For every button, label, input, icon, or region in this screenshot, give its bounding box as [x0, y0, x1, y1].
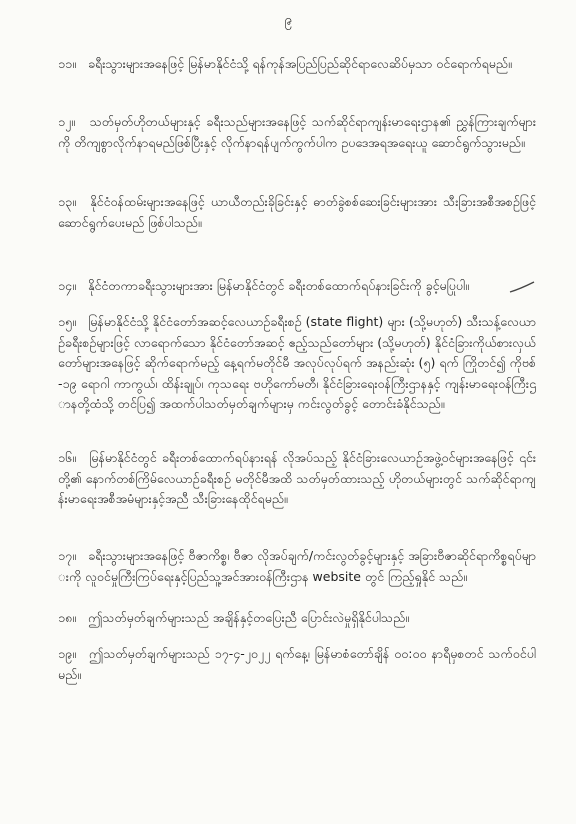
- paragraph-16: [58, 448, 536, 510]
- paragraph-number: ၁၂။: [58, 114, 75, 129]
- paragraph-number: ၁၇။: [58, 548, 76, 563]
- paragraph-14: [58, 276, 536, 297]
- paragraph-text: နိုင်ငံတကာခရီးသွားများအား မြန်မာနိုင်ငံတွင် ခရီးတစ်ထောက်ရပ်နားခြင်းကို ခွင့်မပြုပါ။: [87, 278, 469, 293]
- handwritten-tick-mark: [508, 280, 536, 294]
- paragraph-text: မြန်မာနိုင်ငံတွင် ခရီးတစ်ထောက်ရပ်နားရန် လိုအပ်သည့် နိုင်ငံခြားလေယာဉ်အဖွဲ့ဝင်များအနေဖြင့် ၎င်းတို့၏ နောက်တစ်ကြိမ်လေယာဉ်ခရီးစဉ် မတိုင်မီအထိ သတ်မှတ်ထားသည့် ဟိုတယ်များတွင် သက်ဆိုင်ရာကျန်းမာရေးအစီအမံများနှင့်အညီ သီးခြားနေထိုင်ရမည်။: [58, 450, 536, 506]
- paragraph-number: ၁၅။: [58, 314, 76, 329]
- paragraph-number: ၁၈။: [58, 610, 76, 625]
- paragraph-text: သတ်မှတ်ဟိုတယ်များနှင့် ခရီးသည်များအနေဖြင့် သက်ဆိုင်ရာကျန်းမာရေးဌာန၏ ညွှန်ကြားချက်များကို တိကျစွာလိုက်နာရမည်ဖြစ်ပြီးနှင့် လိုက်နာရန်ပျက်ကွက်ပါက ဥပဒေအရအရေးယူ ဆောင်ရွက်သွားမည်။: [58, 114, 536, 150]
- paragraph-text: ဤသတ်မှတ်ချက်များသည် ၁၇-၄-၂၀၂၂ ရက်နေ့၊ မြန်မာစံတော်ချိန် ၀၀:၀၀ နာရီမှစတင် သက်ဝင်ပါမည်။: [58, 646, 536, 682]
- paragraph-13: [58, 192, 536, 233]
- paragraph-17: [58, 546, 536, 587]
- paragraph-18: [58, 608, 536, 629]
- paragraph-text: နိုင်ငံဝန်ထမ်းများအနေဖြင့် ယာယီတည်းခိုခြင်းနှင့် ဓာတ်ခွဲစစ်ဆေးခြင်းများအား သီးခြားအစီအစဉ်ဖြင့် ဆောင်ရွက်ပေးမည် ဖြစ်ပါသည်။: [58, 194, 536, 230]
- paragraph-15: [58, 312, 536, 415]
- paragraph-12: [58, 112, 536, 153]
- paragraph-number: ၁၄။: [58, 278, 76, 293]
- paragraph-19: [58, 644, 536, 685]
- paragraph-text: မြန်မာနိုင်ငံသို့ နိုင်ငံတော်အဆင့်လေယာဉ်ခရီးစဉ် (state flight) များ (သို့မဟုတ်) သီးသန့်လေယာဉ်ခရီးစဉ်များဖြင့် လာရောက်သော နိုင်ငံတော်အဆင့် ဧည့်သည်တော်များ (သို့မဟုတ်) နိုင်ငံခြားကိုယ်စားလှယ်တော်များအနေဖြင့် ဆိုက်ရောက်မည့် နေ့ရက်မတိုင်မီ အလုပ်လုပ်ရက် အနည်းဆုံး (၅) ရက် ကြိုတင်၍ ကိုဗစ်-၁၉ ရောဂါ ကာကွယ်၊ ထိန်းချုပ်၊ ကုသရေး ဗဟိုကော်မတီ၊ နိုင်ငံခြားရေးဝန်ကြီးဌာနနှင့် ကျန်းမာရေးဝန်ကြီးဌာနတို့ထံသို့ တင်ပြ၍ အထက်ပါသတ်မှတ်ချက်များမှ ကင်းလွတ်ခွင့် တောင်းခံနိုင်သည်။: [58, 314, 536, 411]
- paragraph-text: ဤသတ်မှတ်ချက်များသည် အချိန်နှင့်တပြေးညီ ပြောင်းလဲမှုရှိနိုင်ပါသည်။: [87, 610, 409, 625]
- page-number: ၉: [284, 13, 292, 28]
- paragraph-number: ၁၁။: [58, 56, 76, 71]
- paragraph-number: ၁၃။: [58, 194, 76, 209]
- paragraph-number: ၁၉။: [58, 646, 76, 661]
- paragraph-text: ခရီးသွားများအနေဖြင့် မြန်မာနိုင်ငံသို့ ရန်ကုန်အပြည်ပြည်ဆိုင်ရာလေဆိပ်မှသာ ဝင်ရောက်ရမည်။: [87, 56, 512, 71]
- paragraph-number: ၁၆။: [58, 450, 76, 465]
- paragraph-text: ခရီးသွားများအနေဖြင့် ဗီဇာကိစ္စ၊ ဗီဇာ လိုအပ်ချက်/ကင်းလွတ်ခွင့်များနှင့် အခြားဗီဇာဆိုင်ရာကိစ္စရပ်များကို လူဝင်မှုကြီးကြပ်ရေးနှင့်ပြည်သူ့အင်အားဝန်ကြီးဌာန website တွင် ကြည့်ရှုနိုင် သည်။: [58, 548, 536, 584]
- paragraph-11: [58, 54, 536, 75]
